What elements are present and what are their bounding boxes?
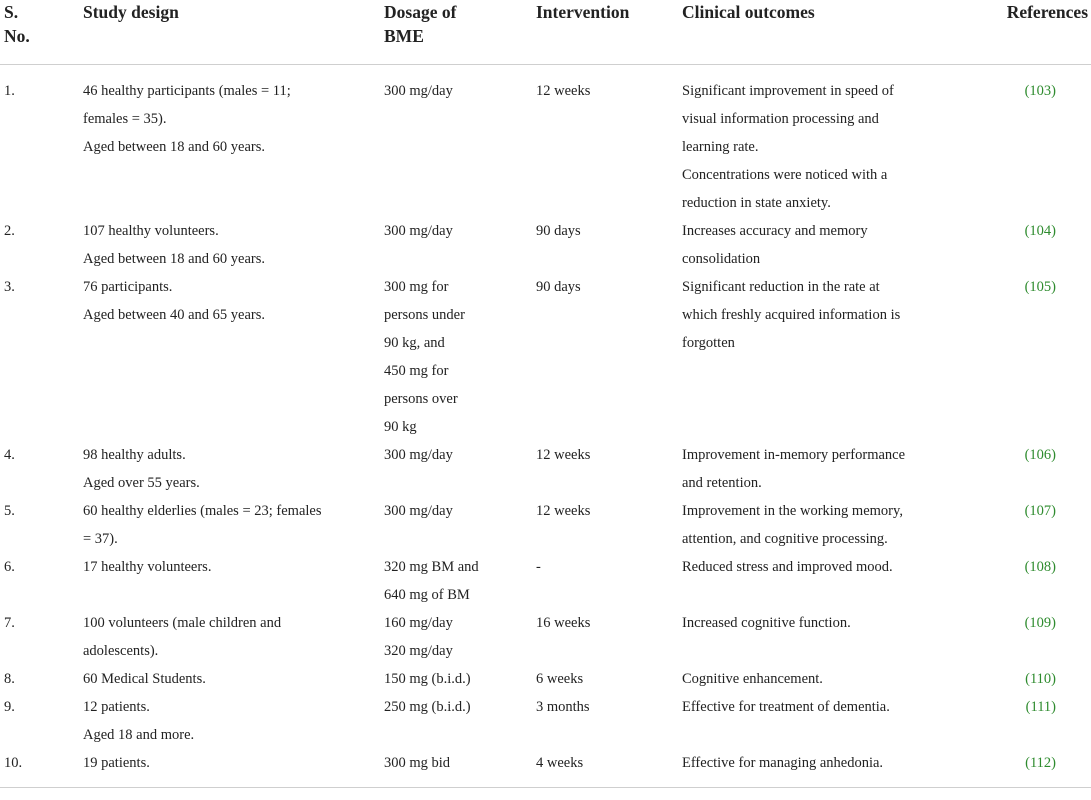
cell-study-design xyxy=(83,65,384,218)
study-design-line: females = 35). xyxy=(83,111,167,127)
cell-study-design xyxy=(83,273,384,441)
cell-reference xyxy=(983,497,1091,553)
clinical-outcome-line: Improvement in the working memory, xyxy=(682,503,903,519)
cell-dosage xyxy=(384,693,536,749)
header-study-design: Study design xyxy=(83,0,384,65)
cell-reference xyxy=(983,65,1091,218)
reference-link[interactable]: (103) xyxy=(1024,83,1056,99)
cell-study-design xyxy=(83,665,384,693)
cell-clinical-outcomes xyxy=(682,609,983,665)
cell-dosage xyxy=(384,273,536,441)
clinical-outcome-line: which freshly acquired information is xyxy=(682,307,901,323)
cell-sno: 5. xyxy=(4,503,15,519)
dosage-line: 150 mg (b.i.d.) xyxy=(384,671,471,687)
table-row xyxy=(0,609,1091,665)
dosage-line: 320 mg BM and xyxy=(384,559,479,575)
cell-sno: 8. xyxy=(4,671,15,687)
clinical-outcome-line: attention, and cognitive processing. xyxy=(682,531,888,547)
dosage-line: 160 mg/day xyxy=(384,615,453,631)
header-intervention: Intervention xyxy=(536,0,682,65)
study-design-line: 98 healthy adults. xyxy=(83,447,186,463)
clinical-outcome-line: Significant reduction in the rate at xyxy=(682,279,880,295)
study-design-line: 60 healthy elderlies (males = 23; females xyxy=(83,503,322,519)
cell-sno: 7. xyxy=(4,615,15,631)
dosage-line: 300 mg for xyxy=(384,279,449,295)
table-row xyxy=(0,693,1091,749)
dosage-line: 300 mg/day xyxy=(384,223,453,239)
study-design-line: 60 Medical Students. xyxy=(83,671,206,687)
table-row xyxy=(0,749,1091,788)
clinical-outcome-line: learning rate. xyxy=(682,139,759,155)
clinical-outcome-line: consolidation xyxy=(682,251,761,267)
cell-study-design xyxy=(83,441,384,497)
header-dosage xyxy=(384,0,536,65)
clinical-outcome-line: Concentrations were noticed with a xyxy=(682,167,888,183)
table-row xyxy=(0,441,1091,497)
cell-intervention: 4 weeks xyxy=(536,749,682,788)
dosage-line: 300 mg/day xyxy=(384,447,453,463)
cell-sno: 1. xyxy=(4,83,15,99)
cell-reference xyxy=(983,693,1091,749)
cell-intervention: 12 weeks xyxy=(536,503,591,519)
cell-study-design xyxy=(83,553,384,609)
cell-clinical-outcomes xyxy=(682,665,983,693)
reference-link[interactable]: (111) xyxy=(1025,699,1056,715)
cell-dosage xyxy=(384,65,536,218)
cell-dosage xyxy=(384,217,536,273)
study-design-line: 12 patients. xyxy=(83,699,150,715)
cell-intervention: 90 days xyxy=(536,279,581,295)
cell-study-design xyxy=(83,749,384,788)
table-row xyxy=(0,665,1091,693)
cell-clinical-outcomes xyxy=(682,497,983,553)
cell-sno: 9. xyxy=(4,699,15,715)
clinical-outcome-line: Cognitive enhancement. xyxy=(682,671,823,687)
study-design-line: 17 healthy volunteers. xyxy=(83,559,212,575)
clinical-outcome-line: forgotten xyxy=(682,335,735,351)
dosage-line: 450 mg for xyxy=(384,363,449,379)
dosage-line: 90 kg xyxy=(384,419,417,435)
study-design-line: = 37). xyxy=(83,531,118,547)
cell-reference xyxy=(983,749,1091,788)
study-design-line: adolescents). xyxy=(83,643,159,659)
cell-reference xyxy=(983,217,1091,273)
header-dosage-line: Dosage of xyxy=(384,2,457,22)
cell-clinical-outcomes xyxy=(682,749,983,788)
study-design-line: 19 patients. xyxy=(83,755,150,771)
cell-intervention: 16 weeks xyxy=(536,615,591,631)
cell-sno: 3. xyxy=(4,279,15,295)
cell-intervention: 3 months xyxy=(536,699,590,715)
header-row xyxy=(0,0,1091,65)
reference-link[interactable]: (110) xyxy=(1025,671,1056,687)
cell-reference xyxy=(983,665,1091,693)
cell-intervention: 90 days xyxy=(536,223,581,239)
table-row xyxy=(0,497,1091,553)
header-dosage-line: BME xyxy=(384,26,424,46)
clinical-outcome-line: visual information processing and xyxy=(682,111,879,127)
cell-reference xyxy=(983,609,1091,665)
clinical-outcome-line: Improvement in-memory performance xyxy=(682,447,906,463)
cell-dosage xyxy=(384,665,536,693)
cell-reference xyxy=(983,441,1091,497)
cell-study-design xyxy=(83,217,384,273)
clinical-outcome-line: and retention. xyxy=(682,475,762,491)
dosage-line: 300 mg/day xyxy=(384,503,453,519)
cell-intervention: 6 weeks xyxy=(536,671,584,687)
reference-link[interactable]: (106) xyxy=(1024,447,1056,463)
study-design-line: Aged 18 and more. xyxy=(83,727,195,743)
reference-link[interactable]: (107) xyxy=(1024,503,1056,519)
reference-link[interactable]: (105) xyxy=(1024,279,1056,295)
study-design-line: 76 participants. xyxy=(83,279,173,295)
cell-reference xyxy=(983,553,1091,609)
cell-sno: 4. xyxy=(4,447,15,463)
study-design-line: 100 volunteers (male children and xyxy=(83,615,282,631)
clinical-outcome-line: Increases accuracy and memory xyxy=(682,223,868,239)
header-sno-line: S. xyxy=(4,2,19,22)
dosage-line: persons over xyxy=(384,391,458,407)
study-design-line: Aged over 55 years. xyxy=(83,475,200,491)
clinical-outcome-line: Significant improvement in speed of xyxy=(682,83,894,99)
cell-clinical-outcomes xyxy=(682,217,983,273)
header-clinical-outcomes: Clinical outcomes xyxy=(682,0,983,65)
header-sno xyxy=(0,0,83,65)
study-design-line: Aged between 40 and 65 years. xyxy=(83,307,265,323)
cell-sno: 2. xyxy=(4,223,15,239)
table-body xyxy=(0,65,1091,788)
dosage-line: 300 mg bid xyxy=(384,755,451,771)
table-row xyxy=(0,217,1091,273)
clinical-outcome-line: Effective for managing anhedonia. xyxy=(682,755,884,771)
clinical-outcome-line: Increased cognitive function. xyxy=(682,615,851,631)
cell-clinical-outcomes xyxy=(682,273,983,441)
header-references: References xyxy=(983,0,1091,65)
dosage-line: 300 mg/day xyxy=(384,83,453,99)
table-row xyxy=(0,273,1091,441)
cell-study-design xyxy=(83,609,384,665)
cell-intervention: 12 weeks xyxy=(536,83,591,99)
dosage-line: 90 kg, and xyxy=(384,335,445,351)
dosage-line: 640 mg of BM xyxy=(384,587,470,603)
cell-dosage xyxy=(384,609,536,665)
reference-link[interactable]: (104) xyxy=(1024,223,1056,239)
study-design-line: 107 healthy volunteers. xyxy=(83,223,219,239)
study-design-line: Aged between 18 and 60 years. xyxy=(83,139,265,155)
header-sno-line: No. xyxy=(4,26,30,46)
dosage-line: persons under xyxy=(384,307,465,323)
cell-dosage xyxy=(384,441,536,497)
reference-link[interactable]: (109) xyxy=(1024,615,1056,631)
study-design-line: Aged between 18 and 60 years. xyxy=(83,251,265,267)
cell-study-design xyxy=(83,693,384,749)
table-row xyxy=(0,65,1091,218)
dosage-line: 320 mg/day xyxy=(384,643,453,659)
table-header xyxy=(0,0,1091,65)
cell-sno: 6. xyxy=(4,559,15,575)
cell-clinical-outcomes xyxy=(682,65,983,218)
clinical-outcome-line: Effective for treatment of dementia. xyxy=(682,699,890,715)
clinical-outcome-line: Reduced stress and improved mood. xyxy=(682,559,893,575)
dosage-line: 250 mg (b.i.d.) xyxy=(384,699,471,715)
cell-intervention: - xyxy=(536,559,541,575)
cell-clinical-outcomes xyxy=(682,441,983,497)
reference-link[interactable]: (108) xyxy=(1024,559,1056,575)
cell-study-design xyxy=(83,497,384,553)
cell-clinical-outcomes xyxy=(682,693,983,749)
cell-sno: 10. xyxy=(0,749,83,788)
table-row xyxy=(0,553,1091,609)
study-design-line: 46 healthy participants (males = 11; xyxy=(83,83,291,99)
cell-intervention: 12 weeks xyxy=(536,447,591,463)
cell-dosage xyxy=(384,553,536,609)
cell-clinical-outcomes xyxy=(682,553,983,609)
reference-link[interactable]: (112) xyxy=(1025,755,1056,771)
cell-dosage xyxy=(384,497,536,553)
clinical-outcome-line: reduction in state anxiety. xyxy=(682,195,831,211)
cell-reference xyxy=(983,273,1091,441)
cell-dosage xyxy=(384,749,536,788)
